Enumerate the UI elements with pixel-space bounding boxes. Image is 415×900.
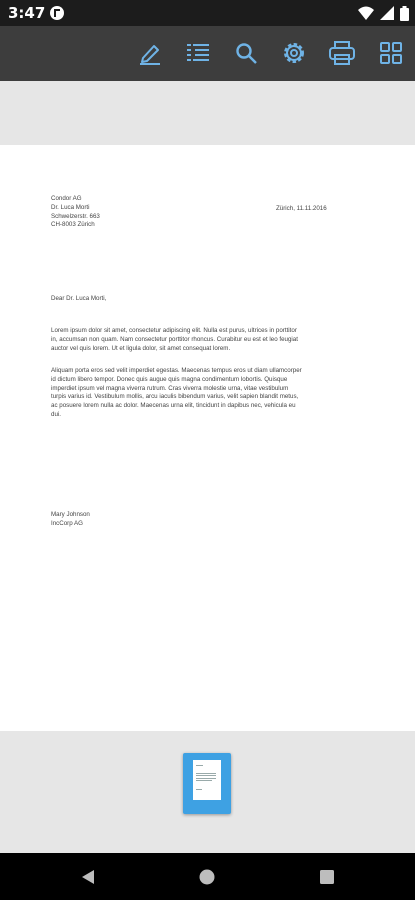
search-icon[interactable] bbox=[231, 38, 261, 68]
app-notification-icon bbox=[50, 6, 64, 20]
salutation: Dear Dr. Luca Morti, bbox=[51, 295, 107, 302]
grid-view-icon[interactable] bbox=[376, 38, 406, 68]
signature-block bbox=[51, 511, 90, 529]
outline-list-icon[interactable] bbox=[183, 38, 213, 68]
paragraph-1 bbox=[51, 327, 363, 353]
page-thumbnail[interactable] bbox=[183, 753, 231, 814]
text-line: dui. bbox=[51, 410, 61, 418]
text-line: ac posuere lorem nulla ac dolor. Maecenas urna elit, tincidunt in dapibus nec, vehicula eu bbox=[51, 402, 296, 410]
text-line: id dictum libero tempor. Donec quis augue quis magna condimentum lobortis. Quisque bbox=[51, 375, 288, 383]
status-time: 3:47 bbox=[8, 4, 46, 22]
text-line: in, accumsan non quam. Nam consectetur porttitor rhoncus. Curabitur eu est et leo feugiat bbox=[51, 335, 298, 343]
letter-date: Zürich, 11.11.2016 bbox=[276, 205, 327, 212]
back-icon[interactable] bbox=[79, 868, 97, 886]
page-gap-top bbox=[0, 81, 415, 145]
document-page[interactable] bbox=[0, 145, 415, 731]
text-line: imperdiet ipsum vel magna viverra rutrum. Cras viverra molestie urna, vitae vestibulum bbox=[51, 384, 289, 392]
text-line: Lorem ipsum dolor sit amet, consectetur adipiscing elit. Nulla est purus, ultrices in porttitor bbox=[51, 327, 297, 334]
battery-icon bbox=[400, 6, 409, 21]
text-line: turpis varius id. Vestibulum mollis, arcu iaculis bibendum varius, velit sapien blandit metus, bbox=[51, 393, 299, 401]
system-nav-bar bbox=[0, 853, 415, 900]
thumbnail-page-preview bbox=[193, 760, 221, 800]
cell-signal-icon bbox=[380, 6, 394, 20]
top-toolbar bbox=[0, 26, 415, 81]
address-line: Condor AG bbox=[51, 195, 82, 202]
address-line: CH-8003 Zürich bbox=[51, 221, 95, 229]
address-line: Dr. Luca Morti bbox=[51, 203, 90, 211]
status-icons bbox=[358, 5, 409, 21]
thumbnail-strip bbox=[0, 731, 415, 853]
annotate-pen-icon[interactable] bbox=[135, 38, 165, 68]
paragraph-2 bbox=[51, 367, 363, 420]
home-icon[interactable] bbox=[198, 868, 216, 886]
print-icon[interactable] bbox=[327, 38, 357, 68]
recents-icon[interactable] bbox=[318, 868, 336, 886]
text-line: Aliquam porta eros sed velit imperdiet egestas. Maecenas tempus eros ut diam ullamcorper bbox=[51, 367, 302, 374]
address-line: Schwelzerstr. 663 bbox=[51, 212, 100, 220]
sender-address bbox=[51, 195, 100, 230]
wifi-icon bbox=[358, 6, 374, 20]
status-bar bbox=[0, 0, 415, 26]
signature-name: Mary Johnson bbox=[51, 511, 90, 518]
settings-gear-icon[interactable] bbox=[279, 38, 309, 68]
signature-company: IncCorp AG bbox=[51, 519, 83, 527]
text-line: auctor vel quis lorem. Ut et ligula dolor, sit amet consequat lorem. bbox=[51, 344, 231, 352]
